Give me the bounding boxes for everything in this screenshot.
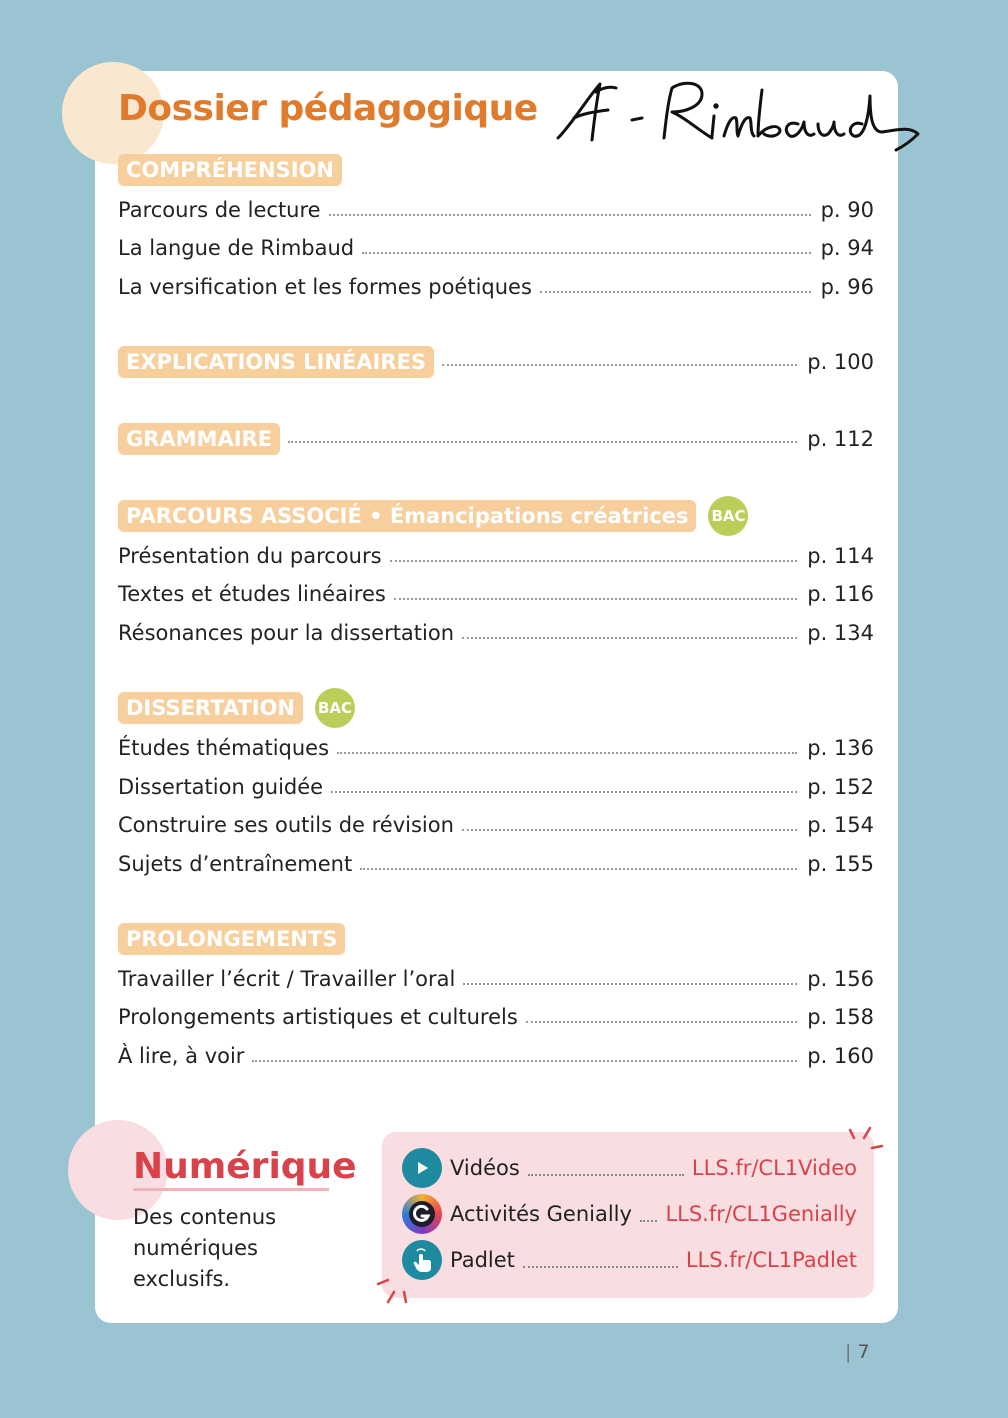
dot-leader [442, 364, 797, 366]
section-parcours-associe [118, 500, 874, 532]
play-icon [402, 1148, 442, 1188]
sparkle-top-right-icon [846, 1124, 886, 1158]
link-url[interactable]: LLS.fr/CL1Video [691, 1156, 857, 1180]
entry-label: Travailler l’écrit / Travailler l’oral [118, 967, 456, 991]
entry-page: p. 158 [807, 1005, 874, 1029]
link-genially[interactable] [402, 1194, 857, 1234]
entry-page: p. 156 [807, 967, 874, 991]
section-tag: PARCOURS ASSOCIÉ • Émancipations créatrices [118, 500, 696, 532]
entry-page: p. 152 [807, 775, 874, 799]
link-label: Padlet [450, 1248, 515, 1272]
toc-entry[interactable] [118, 730, 874, 760]
entry-page: p. 96 [820, 275, 874, 299]
numerique-title: Numérique [133, 1146, 357, 1187]
dot-leader [288, 441, 797, 443]
entry-page: p. 154 [807, 813, 874, 837]
section-dissertation [118, 692, 874, 724]
toc-entry[interactable] [118, 961, 874, 991]
dot-leader [463, 983, 797, 985]
entry-label: Dissertation guidée [118, 775, 324, 799]
toc-entry[interactable] [118, 846, 874, 876]
dot-leader [394, 598, 797, 600]
entry-label: Textes et études linéaires [118, 582, 386, 606]
numerique-underline [133, 1188, 329, 1191]
section-tag: EXPLICATIONS LINÉAIRES [118, 346, 434, 378]
section-grammaire[interactable] [118, 423, 874, 455]
page-number [845, 1341, 870, 1363]
dot-leader [337, 752, 797, 754]
link-url[interactable]: LLS.fr/CL1Padlet [685, 1248, 857, 1272]
link-label: Vidéos [450, 1156, 520, 1180]
toc-entry[interactable] [118, 999, 874, 1029]
entry-label: Résonances pour la dissertation [118, 621, 455, 645]
dot-leader [540, 291, 811, 293]
toc-entry[interactable] [118, 807, 874, 837]
section-tag: PROLONGEMENTS [118, 923, 345, 955]
dot-leader [390, 560, 798, 562]
dot-leader [640, 1220, 658, 1222]
entry-label: Construire ses outils de révision [118, 813, 454, 837]
toc-entry[interactable] [118, 769, 874, 799]
toc-entry[interactable] [118, 269, 874, 299]
page-number-divider: | [845, 1341, 858, 1363]
link-label: Activités Genially [450, 1202, 632, 1226]
section-tag: COMPRÉHENSION [118, 154, 342, 186]
section-explications[interactable] [118, 346, 874, 378]
link-url[interactable]: LLS.fr/CL1Genially [665, 1202, 857, 1226]
dot-leader [523, 1266, 678, 1268]
dot-leader [362, 252, 810, 254]
link-videos[interactable] [402, 1148, 857, 1188]
entry-label: À lire, à voir [118, 1044, 245, 1068]
toc-entry[interactable] [118, 615, 874, 645]
page-title: Dossier pédagogique [118, 88, 538, 129]
link-padlet[interactable] [402, 1240, 857, 1280]
entry-label: La langue de Rimbaud [118, 236, 355, 260]
sparkle-bottom-left-icon [374, 1272, 414, 1306]
entry-page: p. 94 [820, 236, 874, 260]
entry-label: Sujets d’entraînement [118, 852, 353, 876]
bac-badge: BAC [708, 496, 748, 536]
genially-icon [402, 1194, 442, 1234]
rimbaud-signature-image [552, 76, 924, 154]
page-number-value: 7 [857, 1341, 870, 1363]
section-prolongements [118, 923, 874, 955]
numerique-description: Des contenus numériques exclusifs. [133, 1205, 277, 1291]
entry-label: Présentation du parcours [118, 544, 382, 568]
entry-label: La versification et les formes poétiques [118, 275, 532, 299]
section-comprehension [118, 154, 874, 186]
dot-leader [331, 791, 797, 793]
toc-entry[interactable] [118, 192, 874, 222]
dot-leader [462, 637, 797, 639]
entry-page: p. 160 [807, 1044, 874, 1068]
entry-page: p. 112 [807, 427, 874, 451]
entry-page: p. 134 [807, 621, 874, 645]
entry-label: Parcours de lecture [118, 198, 321, 222]
toc-entry[interactable] [118, 1038, 874, 1068]
dot-leader [252, 1060, 797, 1062]
bac-badge: BAC [315, 688, 355, 728]
dot-leader [360, 868, 797, 870]
entry-page: p. 114 [807, 544, 874, 568]
entry-page: p. 116 [807, 582, 874, 606]
entry-page: p. 90 [820, 198, 874, 222]
toc-entry[interactable] [118, 538, 874, 568]
entry-label: Prolongements artistiques et culturels [118, 1005, 518, 1029]
dot-leader [329, 214, 811, 216]
toc-entry[interactable] [118, 576, 874, 606]
toc-entry[interactable] [118, 230, 874, 260]
section-tag: GRAMMAIRE [118, 423, 280, 455]
dot-leader [526, 1021, 797, 1023]
entry-page: p. 136 [807, 736, 874, 760]
entry-page: p. 155 [807, 852, 874, 876]
dot-leader [528, 1174, 684, 1176]
entry-page: p. 100 [807, 350, 874, 374]
section-tag: DISSERTATION [118, 692, 303, 724]
entry-label: Études thématiques [118, 736, 330, 760]
dot-leader [462, 829, 797, 831]
